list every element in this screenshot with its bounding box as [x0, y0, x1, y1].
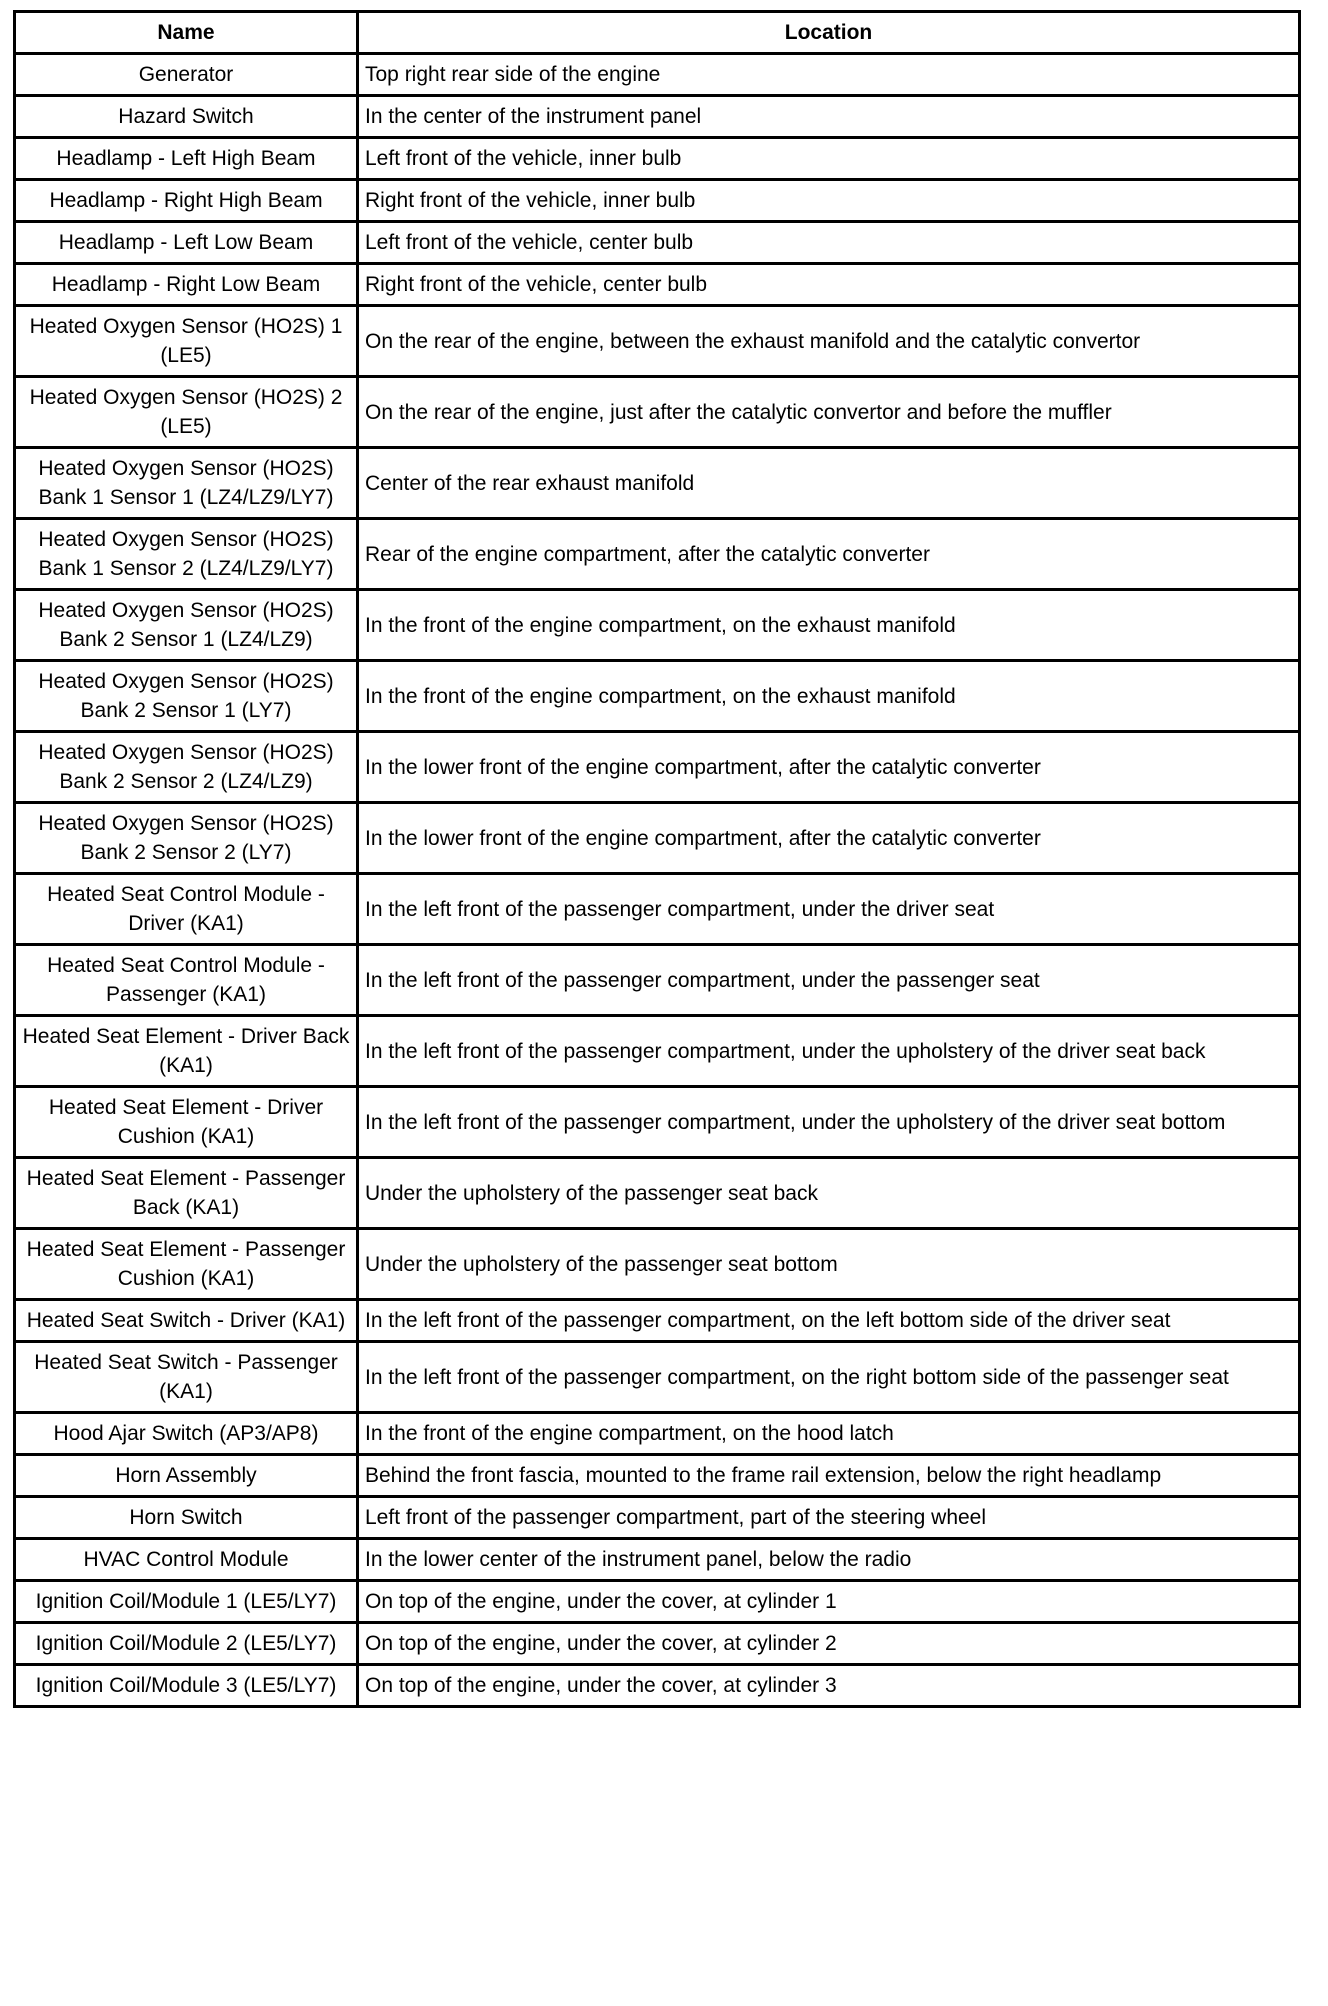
component-location: In the lower front of the engine compartment, after the catalytic converter: [358, 732, 1300, 803]
component-name: Generator: [15, 54, 358, 96]
table-row: [15, 732, 1300, 803]
table-row: [15, 519, 1300, 590]
component-name: Heated Oxygen Sensor (HO2S) 2 (LE5): [15, 377, 358, 448]
component-name: Heated Seat Control Module - Passenger (KA1): [15, 945, 358, 1016]
component-location: In the left front of the passenger compartment, on the left bottom side of the driver seat: [358, 1300, 1300, 1342]
component-location: In the left front of the passenger compartment, under the passenger seat: [358, 945, 1300, 1016]
table-row: [15, 96, 1300, 138]
table-row: [15, 1158, 1300, 1229]
component-name: Heated Seat Element - Driver Back (KA1): [15, 1016, 358, 1087]
component-location: Right front of the vehicle, inner bulb: [358, 180, 1300, 222]
table-row: [15, 1623, 1300, 1665]
table-row: [15, 1300, 1300, 1342]
component-name: Horn Switch: [15, 1497, 358, 1539]
component-location: On top of the engine, under the cover, at cylinder 3: [358, 1665, 1300, 1707]
component-name: Hood Ajar Switch (AP3/AP8): [15, 1413, 358, 1455]
component-location: In the left front of the passenger compartment, under the driver seat: [358, 874, 1300, 945]
component-name: Ignition Coil/Module 2 (LE5/LY7): [15, 1623, 358, 1665]
component-location: On the rear of the engine, just after the catalytic convertor and before the muffler: [358, 377, 1300, 448]
component-name: Heated Oxygen Sensor (HO2S) Bank 2 Sensor 1 (LZ4/LZ9): [15, 590, 358, 661]
component-location: In the lower front of the engine compartment, after the catalytic converter: [358, 803, 1300, 874]
component-location: In the center of the instrument panel: [358, 96, 1300, 138]
table-row: [15, 1665, 1300, 1707]
component-location: In the lower center of the instrument panel, below the radio: [358, 1539, 1300, 1581]
component-location: Rear of the engine compartment, after the catalytic converter: [358, 519, 1300, 590]
component-location-table: [13, 10, 1301, 1708]
component-name: Heated Oxygen Sensor (HO2S) 1 (LE5): [15, 306, 358, 377]
table-row: [15, 180, 1300, 222]
name-column-header: Name: [15, 12, 358, 54]
table-row: [15, 222, 1300, 264]
component-name: Ignition Coil/Module 3 (LE5/LY7): [15, 1665, 358, 1707]
component-name: Heated Seat Element - Driver Cushion (KA1): [15, 1087, 358, 1158]
table-row: [15, 1342, 1300, 1413]
component-location: Under the upholstery of the passenger seat bottom: [358, 1229, 1300, 1300]
component-location: In the left front of the passenger compartment, on the right bottom side of the passenger seat: [358, 1342, 1300, 1413]
table-row: [15, 874, 1300, 945]
component-name: Hazard Switch: [15, 96, 358, 138]
table-row: [15, 377, 1300, 448]
table-row: [15, 661, 1300, 732]
component-location: In the front of the engine compartment, on the hood latch: [358, 1413, 1300, 1455]
component-location: In the front of the engine compartment, on the exhaust manifold: [358, 661, 1300, 732]
component-name: Headlamp - Right Low Beam: [15, 264, 358, 306]
table-row: [15, 1539, 1300, 1581]
component-name: Heated Oxygen Sensor (HO2S) Bank 2 Sensor 2 (LY7): [15, 803, 358, 874]
table-row: [15, 803, 1300, 874]
component-location: In the left front of the passenger compartment, under the upholstery of the driver seat back: [358, 1016, 1300, 1087]
component-location: On top of the engine, under the cover, at cylinder 1: [358, 1581, 1300, 1623]
component-name: Heated Seat Control Module - Driver (KA1): [15, 874, 358, 945]
component-location: On top of the engine, under the cover, at cylinder 2: [358, 1623, 1300, 1665]
component-name: Heated Oxygen Sensor (HO2S) Bank 2 Sensor 2 (LZ4/LZ9): [15, 732, 358, 803]
component-location: Under the upholstery of the passenger seat back: [358, 1158, 1300, 1229]
table-row: [15, 138, 1300, 180]
table-row: [15, 1016, 1300, 1087]
table-row: [15, 590, 1300, 661]
table-row: [15, 945, 1300, 1016]
component-location: In the front of the engine compartment, on the exhaust manifold: [358, 590, 1300, 661]
component-name: Heated Seat Element - Passenger Cushion (KA1): [15, 1229, 358, 1300]
component-location: Right front of the vehicle, center bulb: [358, 264, 1300, 306]
component-name: HVAC Control Module: [15, 1539, 358, 1581]
table-row: [15, 1497, 1300, 1539]
header-row: [15, 12, 1300, 54]
component-name: Heated Oxygen Sensor (HO2S) Bank 1 Sensor 2 (LZ4/LZ9/LY7): [15, 519, 358, 590]
table-row: [15, 54, 1300, 96]
component-location: Left front of the vehicle, inner bulb: [358, 138, 1300, 180]
location-column-header: Location: [358, 12, 1300, 54]
component-name: Ignition Coil/Module 1 (LE5/LY7): [15, 1581, 358, 1623]
table-row: [15, 1229, 1300, 1300]
component-location: Left front of the vehicle, center bulb: [358, 222, 1300, 264]
table-row: [15, 1087, 1300, 1158]
component-name: Heated Seat Switch - Passenger (KA1): [15, 1342, 358, 1413]
component-name: Horn Assembly: [15, 1455, 358, 1497]
component-name: Heated Seat Element - Passenger Back (KA1): [15, 1158, 358, 1229]
component-name: Heated Oxygen Sensor (HO2S) Bank 1 Sensor 1 (LZ4/LZ9/LY7): [15, 448, 358, 519]
table-row: [15, 1581, 1300, 1623]
table-row: [15, 448, 1300, 519]
table-row: [15, 306, 1300, 377]
table-row: [15, 264, 1300, 306]
component-location: In the left front of the passenger compartment, under the upholstery of the driver seat bottom: [358, 1087, 1300, 1158]
component-location: On the rear of the engine, between the exhaust manifold and the catalytic convertor: [358, 306, 1300, 377]
component-name: Headlamp - Left High Beam: [15, 138, 358, 180]
component-location: Center of the rear exhaust manifold: [358, 448, 1300, 519]
component-name: Headlamp - Left Low Beam: [15, 222, 358, 264]
table-row: [15, 1413, 1300, 1455]
component-name: Headlamp - Right High Beam: [15, 180, 358, 222]
table-row: [15, 1455, 1300, 1497]
component-name: Heated Oxygen Sensor (HO2S) Bank 2 Sensor 1 (LY7): [15, 661, 358, 732]
component-location: Top right rear side of the engine: [358, 54, 1300, 96]
component-location: Left front of the passenger compartment, part of the steering wheel: [358, 1497, 1300, 1539]
component-name: Heated Seat Switch - Driver (KA1): [15, 1300, 358, 1342]
component-location: Behind the front fascia, mounted to the frame rail extension, below the right headlamp: [358, 1455, 1300, 1497]
